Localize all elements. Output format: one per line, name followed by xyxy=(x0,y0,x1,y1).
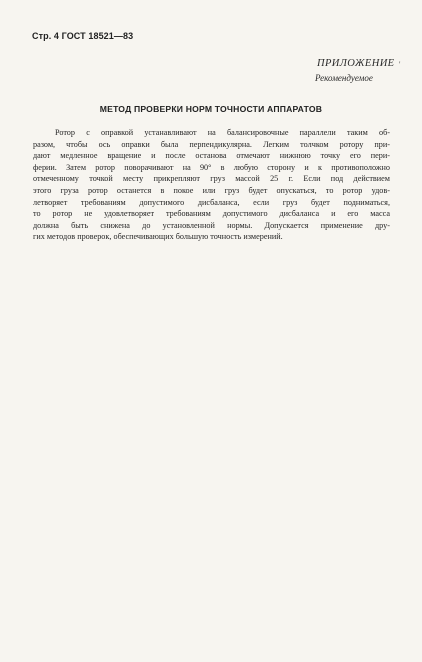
paragraph-line: должна быть снижена до установленной нормы. Допускается применение дру- xyxy=(33,220,390,230)
section-title: МЕТОД ПРОВЕРКИ НОРМ ТОЧНОСТИ АППАРАТОВ xyxy=(99,104,323,114)
paragraph-line: то ротор не удовлетворяет требованиям допустимого дисбаланса и его масса xyxy=(33,209,390,219)
paragraph-line: дают медленное вращение и после останова отмечают нижнюю точку его пери- xyxy=(33,151,390,161)
paragraph-line: этого груза ротор останется в покое или груз будет опускаться, то ротор удов- xyxy=(33,185,390,195)
paragraph-line: Ротор с оправкой устанавливают на балансировочные параллели таким об- xyxy=(55,128,390,137)
paragraph-line: гих методов проверок, обеспечивающих большую точность измерений. xyxy=(33,232,283,242)
page-header: Стр. 4 ГОСТ 18521—83 xyxy=(32,31,134,41)
appendix-title: ПРИЛОЖЕНИЕ xyxy=(317,58,395,69)
paragraph-line: отмеченному точкой месту прикрепляют груз массой 25 г. Если под действием xyxy=(33,174,390,184)
body-paragraph xyxy=(33,127,390,243)
appendix-mark: ' xyxy=(399,60,401,69)
paragraph-line: разом, чтобы ось оправки была перпендикулярна. Легким толчком ротору при- xyxy=(33,139,390,149)
paragraph-line: ферии. Затем ротор поворачивают на 90° в любую сторону и к противоположно xyxy=(33,162,390,172)
appendix-subtitle: Рекомендуемое xyxy=(315,73,373,83)
paragraph-line: летворяет требованиям допустимого дисбаланса, если груз будет подниматься, xyxy=(33,197,390,207)
